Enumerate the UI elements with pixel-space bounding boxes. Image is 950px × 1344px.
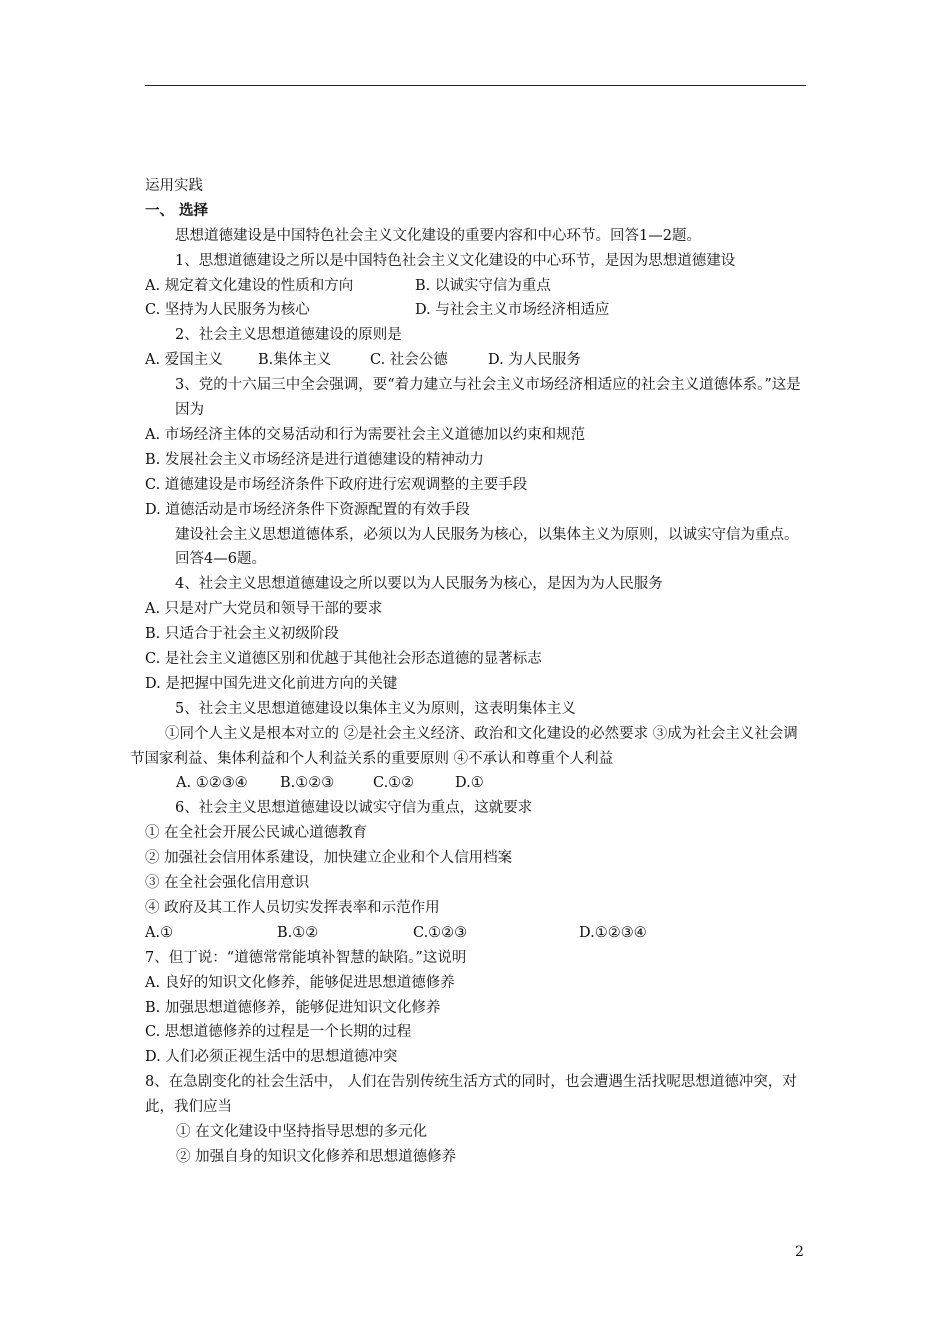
document-body	[130, 174, 806, 1170]
question-1: 1、思想道德建设之所以是中国特色社会主义文化建设的中心环节，是因为思想道德建设	[175, 252, 736, 269]
q6-statement-3: ③ 在全社会强化信用意识	[145, 875, 310, 892]
header-rule	[145, 85, 806, 86]
q2-option-d: D. 为人民服务	[488, 352, 581, 369]
q7-option-c: C. 思想道德修养的过程是一个长期的过程	[145, 1024, 412, 1041]
q4-option-d: D. 是把握中国先进文化前进方向的关键	[145, 675, 398, 692]
q8-statement-1: ① 在文化建设中坚持指导思想的多元化	[176, 1123, 428, 1140]
q6-statement-1: ① 在全社会开展公民诚心道德教育	[145, 825, 368, 842]
q6-options	[145, 921, 806, 946]
q3-option-a: A. 市场经济主体的交易活动和行为需要社会主义道德加以约束和规范	[145, 426, 586, 443]
q7-option-b: B. 加强思想道德修养，能够促进知识文化修养	[145, 999, 441, 1016]
q2-options	[145, 348, 806, 373]
q1-options-row2	[145, 298, 806, 323]
q7-option-a: A. 良好的知识文化修养，能够促进思想道德修养	[145, 974, 455, 991]
question-3: 3、党的十六届三中全会强调，要“着力建立与社会主义市场经济相适应的社会主义道德体系。”这是因为	[175, 377, 801, 419]
q5-option-b: B.①②③	[280, 775, 335, 792]
q1-options-row1	[145, 274, 806, 299]
q6-statement-2: ② 加强社会信用体系建设，加快建立企业和个人信用档案	[145, 850, 513, 867]
question-5: 5、社会主义思想道德建设以集体主义为原则，这表明集体主义	[175, 700, 576, 717]
q5-options	[145, 771, 806, 796]
q3-option-b: B. 发展社会主义市场经济是进行道德建设的精神动力	[145, 451, 484, 468]
question-2: 2、社会主义思想道德建设的原则是	[175, 327, 402, 344]
q5-option-c: C.①②	[373, 775, 415, 792]
question-4: 4、社会主义思想道德建设之所以要以为人民服务为核心，是因为为人民服务	[175, 576, 663, 593]
q2-option-c: C. 社会公德	[370, 352, 448, 369]
q2-option-b: B.集体主义	[258, 352, 332, 369]
q7-option-d: D. 人们必须正视生活中的思想道德冲突	[145, 1049, 398, 1066]
q4-option-a: A. 只是对广大党员和领导干部的要求	[145, 601, 383, 618]
question-6: 6、社会主义思想道德建设以诚实守信为重点，这就要求	[175, 800, 533, 817]
question-8: 8、在急剧变化的社会生活中， 人们在告别传统生活方式的同时，也会遭遇生活找呢思想道德冲突，对此，我们应当	[145, 1074, 797, 1116]
intro-q1-2: 思想道德建设是中国特色社会主义文化建设的重要内容和中心环节。回答1—2题。	[175, 227, 701, 244]
q2-option-a: A. 爱国主义	[145, 352, 223, 369]
q3-option-d: D. 道德活动是市场经济条件下资源配置的有效手段	[145, 501, 470, 518]
section-title: 运用实践	[145, 178, 203, 194]
page-number: 2	[795, 1244, 804, 1260]
q6-option-a: A.①	[145, 924, 174, 941]
q6-option-c: C.①②③	[413, 924, 468, 941]
question-7: 7、但丁说：“道德常常能填补智慧的缺陷。”这说明	[145, 949, 467, 966]
q4-option-c: C. 是社会主义道德区别和优越于其他社会形态道德的显著标志	[145, 651, 542, 667]
q4-option-b: B. 只适合于社会主义初级阶段	[145, 626, 339, 643]
q1-option-c: C. 坚持为人民服务为核心	[145, 302, 310, 319]
q6-option-b: B.①②	[277, 924, 319, 941]
section-heading: 一、 选择	[145, 202, 209, 219]
q3-option-c: C. 道德建设是市场经济条件下政府进行宏观调整的主要手段	[145, 476, 528, 493]
q5-option-d: D.①	[455, 775, 484, 792]
q5-option-a: A. ①②③④	[176, 775, 248, 792]
q5-statements-text: ①同个人主义是根本对立的 ②是社会主义经济、政治和文化建设的必然要求 ③成为社会主义社会调节国家利益、集体利益和个人利益关系的重要原则 ④不承认和尊重个人利益	[130, 725, 798, 767]
intro-q4-6: 建设社会主义思想道德体系，必须以为人民服务为核心，以集体主义为原则，以诚实守信为重点。回答4—6题。	[175, 526, 799, 568]
q6-statement-4: ④ 政府及其工作人员切实发挥表率和示范作用	[145, 899, 440, 916]
q6-option-d: D.①②③④	[579, 924, 647, 941]
q5-statements	[130, 722, 806, 772]
q1-option-d: D. 与社会主义市场经济相适应	[415, 302, 610, 319]
q1-option-b: B. 以诚实守信为重点	[415, 277, 551, 294]
q1-option-a: A. 规定着文化建设的性质和方向	[145, 277, 354, 294]
q8-statement-2: ② 加强自身的知识文化修养和思想道德修养	[176, 1148, 457, 1165]
